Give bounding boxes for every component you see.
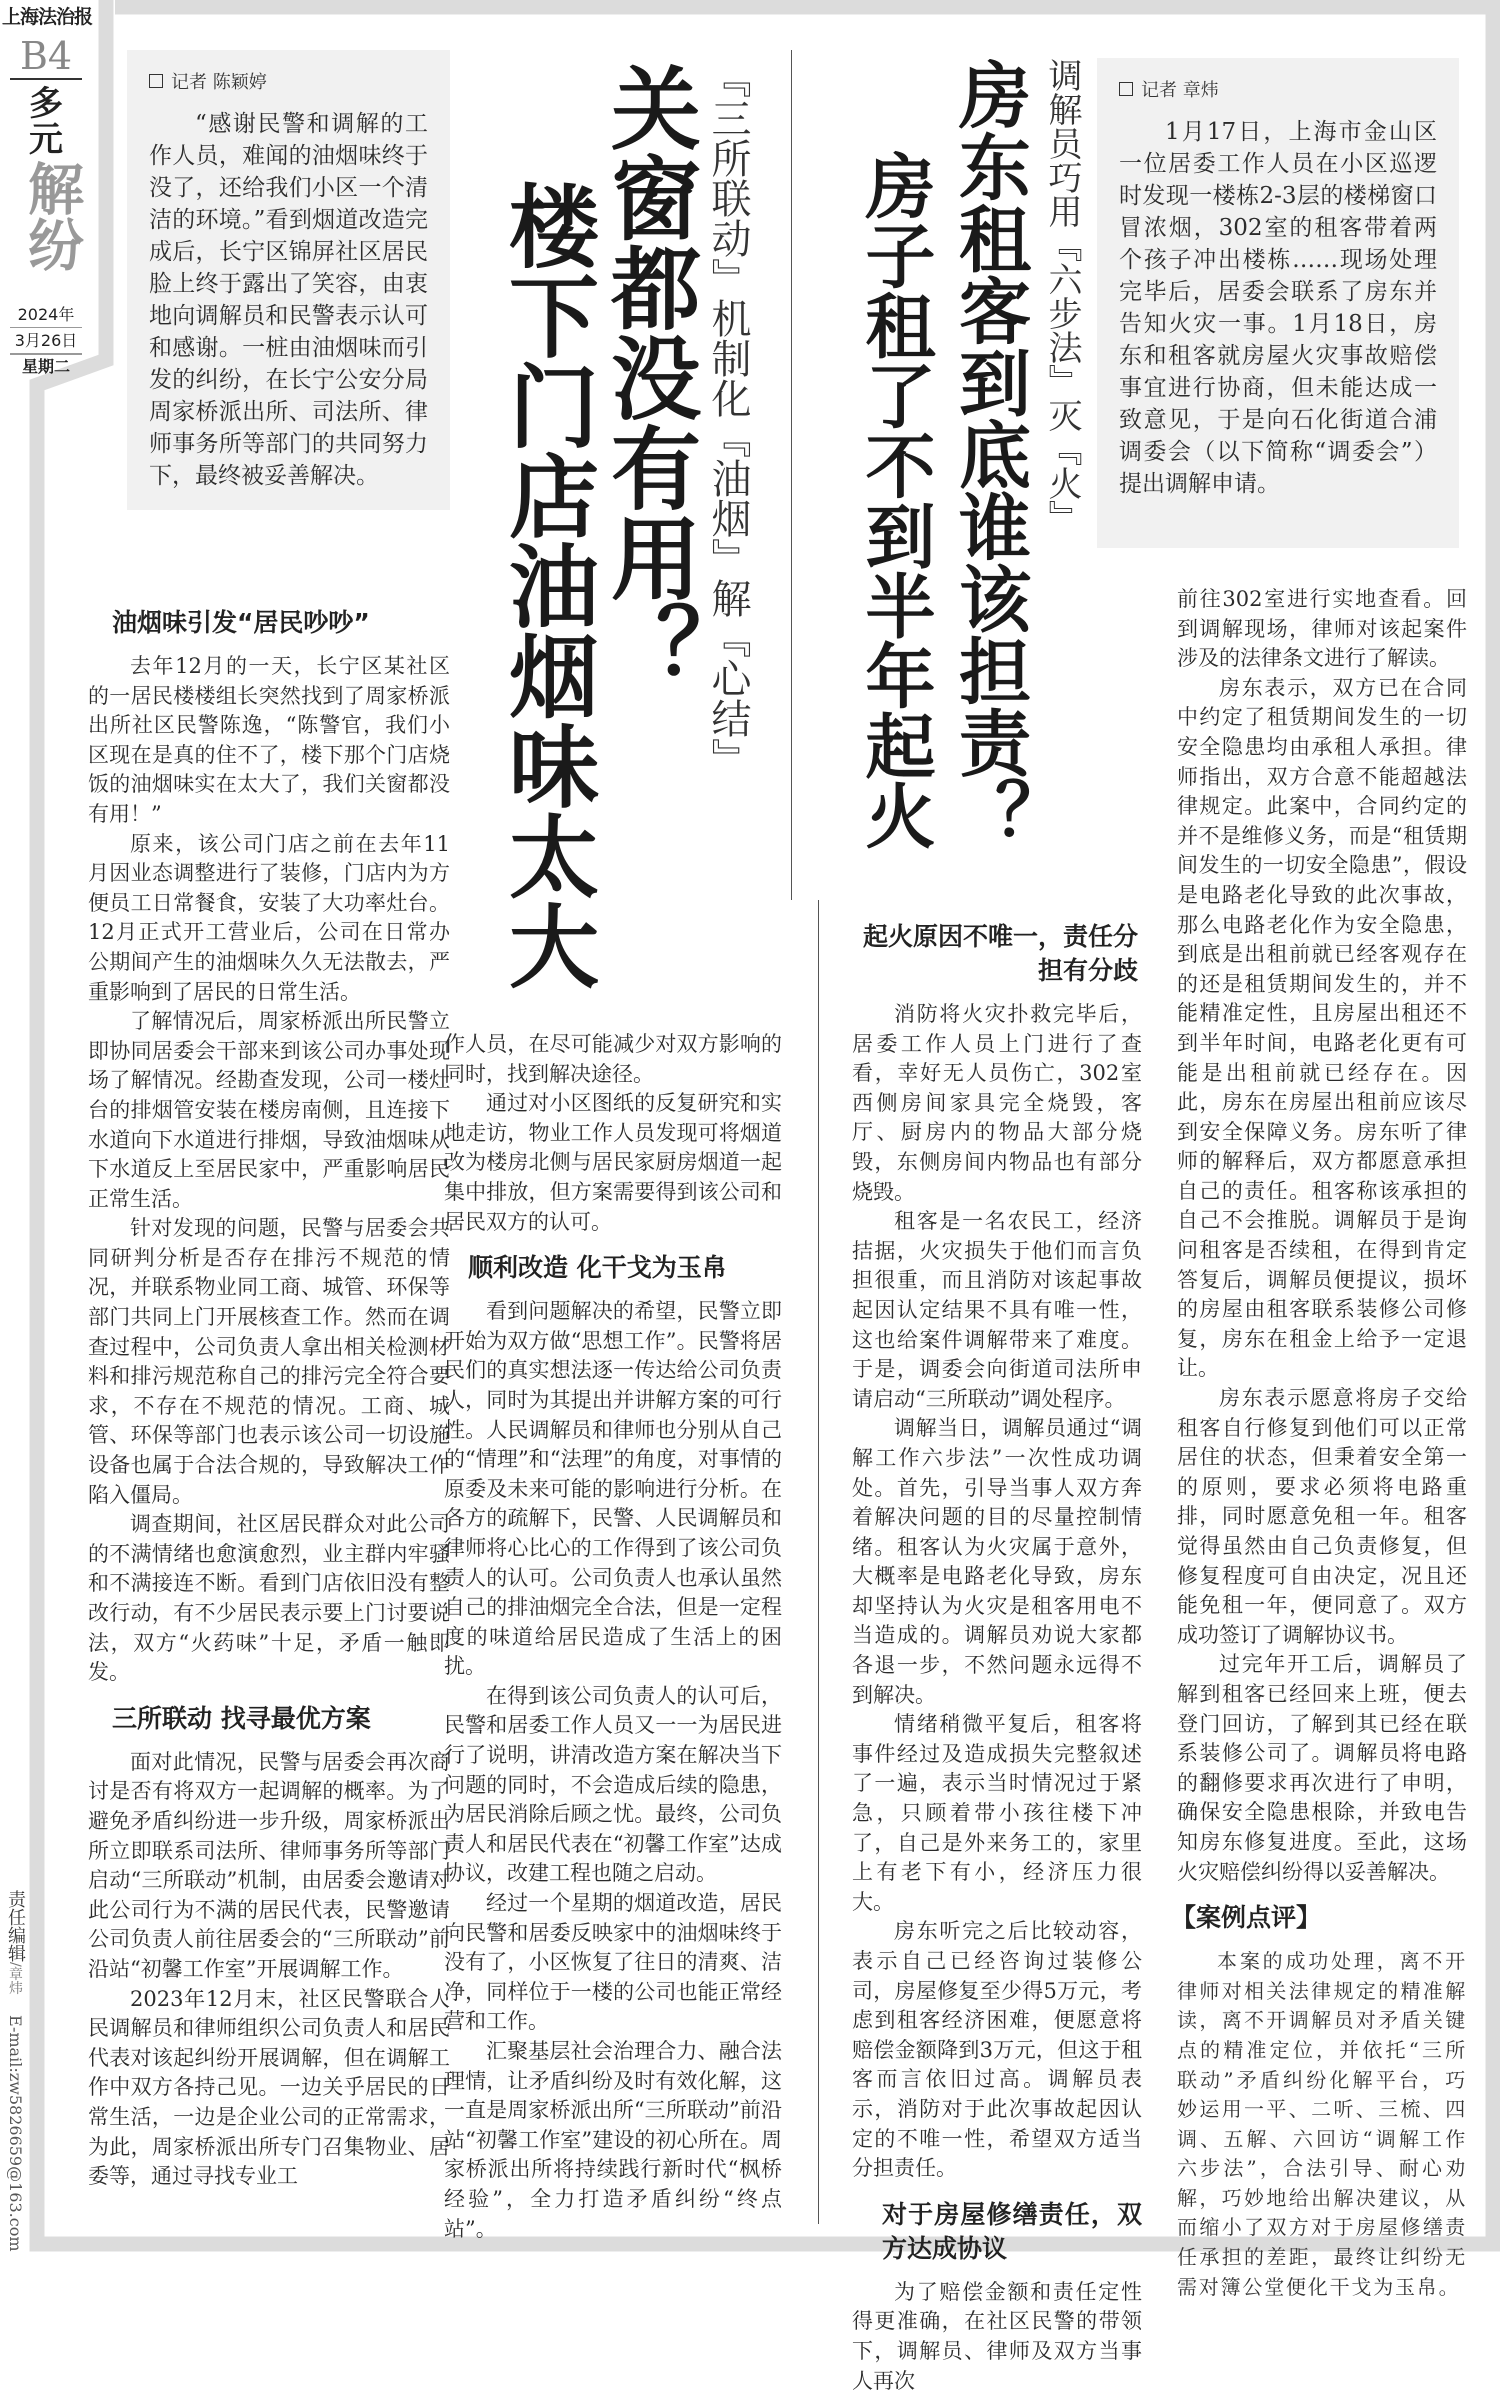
- case-review-heading: 【案例点评】: [1171, 1903, 1322, 1933]
- article2-intro-box: [1097, 58, 1459, 548]
- article1-paragraph: 通过对小区图纸的反复研究和实地走访，物业工作人员发现可将烟道改为楼房北侧与居民家厨房烟道一起集中排放，但方案需要得到该公司和居民双方的认可。: [444, 1091, 782, 1234]
- article1-paragraph: 针对发现的问题，民警与居委会共同研判分析是否存在排污不规范的情况，并联系物业同工商、城管、环保等部门共同上门开展核查工作。然而在调查过程中，公司负责人拿出相关检测材料和排污规范称自己的排污完全符合要求，不存在不规范的情况。工商、城管、环保等部门也表示该公司一切设施设备也属于合法合规的，导致解决工作陷入僵局。: [88, 1216, 450, 1507]
- article1-column-1: [88, 606, 450, 2192]
- article2-column-1: [852, 920, 1142, 2396]
- article1-paragraph: 去年12月的一天，长宁区某社区的一居民楼楼组长突然找到了周家桥派出所社区民警陈逸，“陈警官，我们小区现在是真的住不了，楼下那个门店烧饭的油烟味实在太大了，我们关窗都没有用！”: [88, 654, 450, 826]
- article1-paragraph: 看到问题解决的希望，民警立即开始为双方做“思想工作”。民警将居民们的真实想法逐一传达给公司负责人，同时为其提出并讲解方案的可行性。人民调解员和律师也分别从自己的“情理”和“法理”的角度，对事情的原委及未来可能的影响进行分析。在各方的疏解下，民警、人民调解员和律师将心比心的工作得到了该公司负责人的认可。公司负责人也承认虽然自己的排油烟完全合法，但是一定程度的味道给居民造成了生活上的困扰。: [444, 1299, 782, 1679]
- article1-subheading-1: 油烟味引发“居民吵吵”: [112, 608, 370, 637]
- editor-label: 责任编辑: [5, 1890, 26, 1962]
- article1-column-2: [444, 1030, 782, 2244]
- article2-paragraph: 情绪稍微平复后，租客将事件经过及造成损失完整叙述了一遍，表示当时情况过于紧急，只顾着带小孩往楼下冲了，自己是外来务工的，家里上有老下有小，经济压力很大。: [852, 1712, 1142, 1914]
- editor-name: /章炜: [7, 1962, 23, 1995]
- issue-date: 3月26日: [10, 328, 82, 355]
- article2-paragraph: 过完年开工后，调解员了解到租客已经回来上班，便去登门回访，了解到其已经在联系装修公司了。调解员将电路的翻修要求再次进行了申明，确保安全隐患根除，并致电告知房东修复进度。至此，这场火灾赔偿纠纷得以妥善解决。: [1177, 1652, 1467, 1884]
- issue-year: 2024年: [10, 302, 82, 328]
- article2-subheading-1: 起火原因不唯一，责任分担有分歧: [862, 922, 1138, 985]
- article1-headline-2: 楼下门店油烟味太大: [493, 180, 598, 990]
- case-review-text: 本案的成功处理，离不开律师对相关法律规定的精准解读，离不开调解员对矛盾关键点的精准定位，并依托“三所联动”矛盾纠纷化解平台，巧妙运用一平、二听、三梳、四调、五解、六回访“调解工作六步法”，合法引导、耐心劝解，巧妙地给出解决建议，从而缩小了双方对于房屋修缮责任承担的差距，最终让纠纷无需对簿公堂便化干戈为玉帛。: [1177, 1949, 1467, 2299]
- newspaper-logo: 上海法治报: [2, 6, 93, 28]
- byline-box-icon: [1119, 82, 1133, 96]
- editor-info: [4, 1890, 26, 2251]
- article1-kicker: 『三所联动』机制化『油烟』解『心结』: [705, 58, 751, 778]
- article1-paragraph: 作人员，在尽可能减少对双方影响的同时，找到解决途径。: [444, 1032, 782, 1086]
- article2-paragraph: 前往302室进行实地查看。回到调解现场，律师对该起案件涉及的法律条文进行了解读。: [1177, 587, 1467, 671]
- section-calligraphy: 解纷: [19, 160, 84, 272]
- article1-headline-1: 关窗都没有用？: [595, 62, 700, 692]
- article2-subheading-2: 对于房屋修缮责任，双方达成协议: [882, 2199, 1142, 2263]
- article2-paragraph: 房东听完之后比较动容，表示自己已经咨询过装修公司，房屋修复至少得5万元，考虑到租客经济困难，便愿意将赔偿金额降到3万元，但这于租客而言依旧过高。调解员表示，消防对于此次事故起因认定的不唯一性，希望双方适当分担责任。: [852, 1919, 1142, 2181]
- editor-email: E-mail:zw5826659@163.com: [6, 2014, 25, 2252]
- article2-intro: 1月17日，上海市金山区一位居委工作人员在小区巡逻时发现一楼栋2-3层的楼梯窗口冒浓烟，302室的租客带着两个孩子冲出楼栋……现场处理完毕后，居委会联系了房东并告知火灾一事。1月18日，房东和租客就房屋火灾事故赔偿事宜进行协商，但未能达成一致意见，于是向石化街道合浦调委会（以下简称“调委会”）提出调解申请。: [1119, 119, 1437, 497]
- article2-paragraph: 为了赔偿金额和责任定性得更准确，在社区民警的带领下，调解员、律师及双方当事人再次: [852, 2279, 1142, 2393]
- article1-intro-box: [127, 50, 450, 510]
- article1-paragraph: 了解情况后，周家桥派出所民警立即协同居委会干部来到该公司办事处现场了解情况。经勘查发现，公司一楼灶台的排烟管安装在楼房南侧，且连接下水道向下水道进行排烟，导致油烟味从下水道反上至居民家中，严重影响居民正常生活。: [88, 1009, 450, 1211]
- article2-byline: 记者 章炜: [1119, 76, 1437, 102]
- article2-paragraph: 调解当日，调解员通过“调解工作六步法”一次性成功调处。首先，引导当事人双方奔着解决问题的目的尽量控制情绪。租客认为火灾属于意外，大概率是电路老化导致，房东却坚持认为火灾是租客用电不当造成的。调解员劝说大家都各退一步，不然问题永远得不到解决。: [852, 1416, 1142, 1707]
- article1-paragraph: 面对此情况，民警与居委会再次商讨是否有将双方一起调解的概率。为了避免矛盾纠纷进一步升级，周家桥派出所立即联系司法所、律师事务所等部门启动“三所联动”机制，由居委会邀请对此公司行为不满的居民代表，民警邀请公司负责人前往居委会的“三所联动”前沿站“初馨工作室”开展调解工作。: [88, 1749, 450, 1981]
- article1-paragraph: 原来，该公司门店之前在去年11月因业态调整进行了装修，门店内为方便员工日常餐食，安装了大功率灶台。12月正式开工营业后，公司在日常办公期间产生的油烟味久久无法散去，严重影响到了居民的日常生活。: [88, 831, 450, 1004]
- section-title: 多元: [29, 84, 63, 160]
- page-number: B4: [10, 36, 82, 80]
- article1-subheading-2: 三所联动 找寻最优方案: [112, 1703, 371, 1733]
- article2-column-2: [1171, 585, 1467, 2302]
- article1-intro: “感谢民警和调解的工作人员，难闻的油烟味终于没了，还给我们小区一个清洁的环境。”看到烟道改造完成后，长宁区锦屏社区居民脸上终于露出了笑容，由衷地向调解员和民警表示认可和感谢。一桩由油烟味而引发的纠纷，在长宁公安分局周家桥派出所、司法所、律师事务所等部门的共同努力下，最终被妥善解决。: [149, 111, 428, 489]
- article2-paragraph: 房东表示愿意将房子交给租客自行修复到他们可以正常居住的状态，但秉着安全第一的原则，要求必须将电路重排，同时愿意免租一年。租客觉得虽然由自己负责修复，但修复程度可自由决定，况且还能免租一年，便同意了。双方成功签订了调解协议书。: [1177, 1386, 1467, 1647]
- article1-subheading-3: 顺利改造 化干戈为玉帛: [468, 1253, 727, 1283]
- article2-paragraph: 消防将火灾扑救完毕后，居委工作人员上门进行了查看，幸好无人员伤亡，302室西侧房间家具完全烧毁，客厅、厨房内的物品大部分烧毁，东侧房间内物品也有部分烧毁。: [852, 1002, 1142, 1204]
- article1-paragraph: 汇聚基层社会治理合力、融合法理情，让矛盾纠纷及时有效化解，这一直是周家桥派出所“三所联动”前沿站“初馨工作室”建设的初心所在。周家桥派出所将持续践行新时代“枫桥经验”，全力打造矛盾纠纷“终点站”。: [444, 2039, 782, 2241]
- article1-paragraph: 经过一个星期的烟道改造，居民向民警和居委反映家中的油烟味终于没有了，小区恢复了往日的清爽、洁净，同样位于一楼的公司也能正常经营和工作。: [444, 1891, 782, 2034]
- article2-paragraph: 租客是一名农民工，经济拮据，火灾损失于他们而言负担很重，而且消防对该起事故起因认定结果不具有唯一性，这也给案件调解带来了难度。于是，调委会向街道司法所申请启动“三所联动”调处程序。: [852, 1209, 1142, 1411]
- issue-weekday: 星期二: [21, 357, 70, 376]
- article1-byline: 记者 陈颖婷: [149, 68, 428, 94]
- column-divider: [791, 50, 792, 900]
- article1-paragraph: 在得到该公司负责人的认可后，民警和居委工作人员又一一为居民进行了说明，讲清改造方案在解决当下问题的同时，不会造成后续的隐患，为居民消除后顾之忧。最终，公司负责人和居民代表在“初馨工作室”达成协议，改建工程也随之启动。: [444, 1683, 782, 1886]
- article2-paragraph: 房东表示，双方已在合同中约定了租赁期间发生的一切安全隐患均由承租人承担。律师指出，双方合意不能超越法律规定。此案中，合同约定的并不是维修义务，而是“租赁期间发生的一切安全隐患”，假设是电路老化导致的此次事故，那么电路老化作为安全隐患，到底是出租前就已经客观存在的还是租赁期间发生的，并不能精准定性，且房屋出租还不到半年时间，电路老化更有可能是出租前就已经存在。因此，房东在房屋出租前应该尽到安全保障义务。房东听了律师的解释后，双方都愿意承担自己的责任。租客称该承担的自己不会推脱。调解员于是询问租客是否续租，在得到肯定答复后，调解员便提议，损坏的房屋由租客联系装修公司修复，房东在租金上给予一定退让。: [1177, 675, 1467, 1381]
- article2-kicker: 调解员巧用『六步法』灭『火』: [1042, 58, 1082, 534]
- article2-headline-1: 房东租客到底谁该担责？: [947, 58, 1031, 850]
- article1-paragraph: 调查期间，社区居民群众对此公司的不满情绪也愈演愈烈，业主群内牢骚和不满接连不断。看到门店依旧没有整改行动，有不少居民表示要上门讨要说法，双方“火药味”十足，矛盾一触即发。: [88, 1512, 450, 1685]
- article2-headline-2: 房子租了不到半年起火: [854, 150, 936, 850]
- byline-box-icon: [149, 74, 163, 88]
- article1-paragraph: 2023年12月末，社区民警联合人民调解员和律师组织公司负责人和居民代表对该起纠纷开展调解，但在调解工作中双方各持己见。一边关乎居民的日常生活，一边是企业公司的正常需求，为此，周家桥派出所专门召集物业、居委等，通过寻找专业工: [88, 1986, 450, 2189]
- column-divider: [818, 900, 819, 2224]
